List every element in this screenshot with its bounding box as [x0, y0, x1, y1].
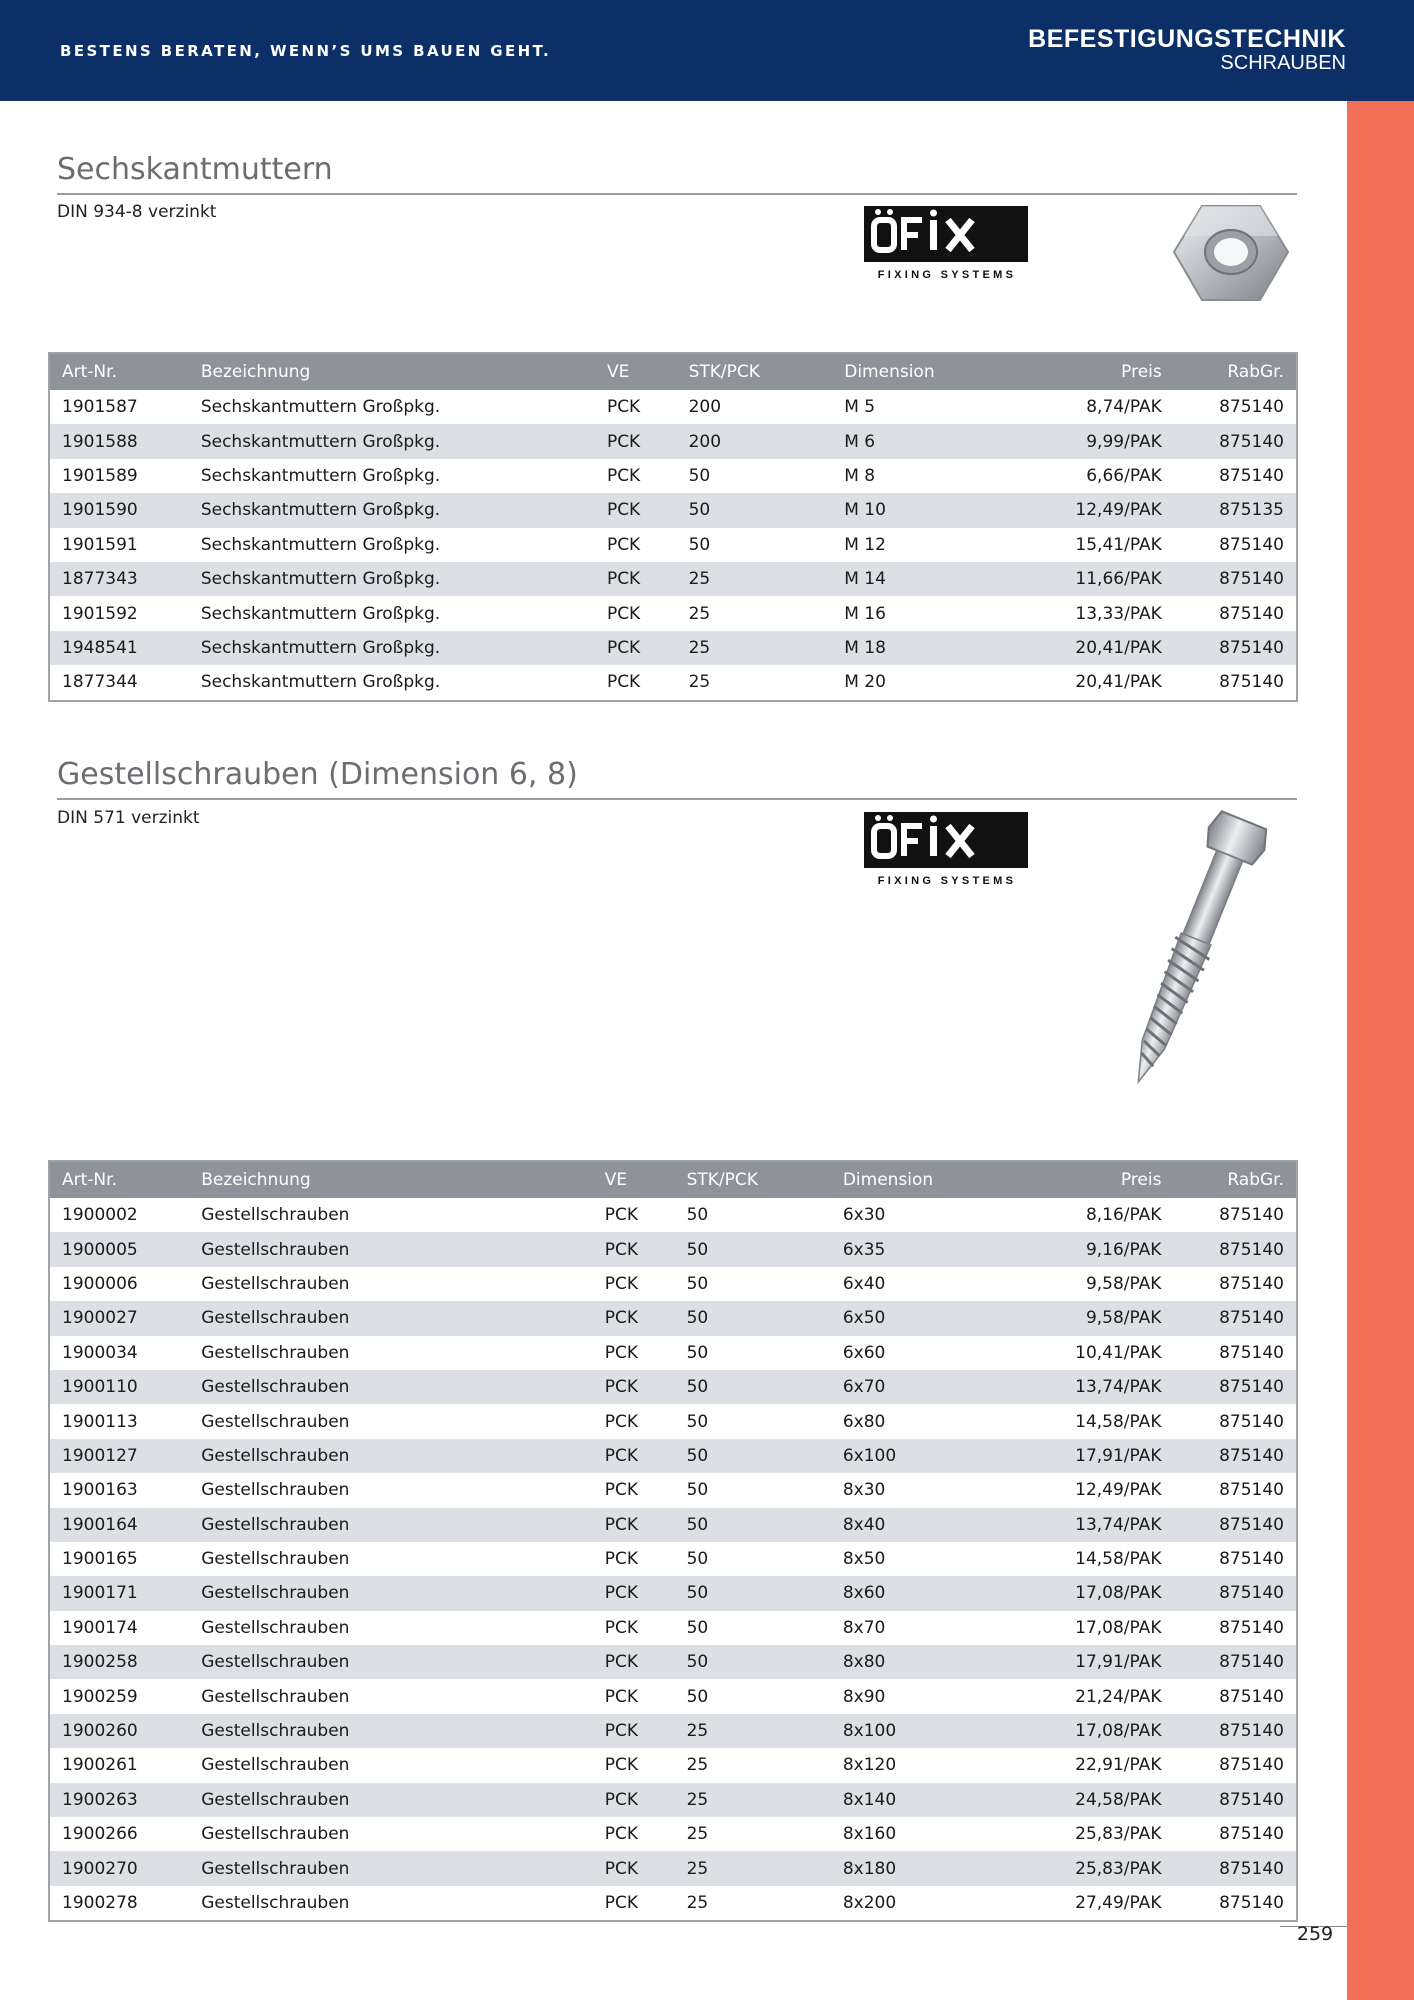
cell-dimension: 8x120	[842, 1755, 897, 1776]
svg-text:FIXING SYSTEMS: FIXING SYSTEMS	[877, 269, 1017, 281]
col-rabgr: RabGr.	[1173, 1161, 1297, 1198]
cell-ve: PCK	[604, 1617, 638, 1638]
cell-bezeichnung: Gestellschrauben	[201, 1205, 350, 1226]
cell-ve: PCK	[595, 631, 677, 665]
cell-stk-pck: 50	[675, 1576, 831, 1610]
table-row	[49, 459, 1297, 493]
cell-bezeichnung: Gestellschrauben	[189, 1301, 593, 1335]
cell-art-nr: 1901587	[62, 397, 138, 418]
cell-dimension: 8x180	[831, 1851, 1002, 1885]
cell-preis: 9,99/PAK	[1003, 424, 1174, 458]
cell-bezeichnung: Sechskantmuttern Großpkg.	[200, 672, 441, 693]
cell-preis: 24,58/PAK	[1002, 1783, 1173, 1817]
cell-rabgr: 875140	[1219, 534, 1284, 555]
cell-rabgr: 875140	[1219, 1824, 1284, 1845]
table-row	[49, 1336, 1297, 1370]
col-art-nr: Art-Nr.	[49, 353, 189, 390]
cell-art-nr: 1900278	[62, 1893, 138, 1913]
cell-bezeichnung: Sechskantmuttern Großpkg.	[200, 465, 441, 486]
cell-dimension: 8x90	[842, 1686, 886, 1707]
cell-bezeichnung: Gestellschrauben	[189, 1439, 593, 1473]
cell-dimension: 8x160	[842, 1824, 897, 1845]
table-row	[49, 390, 1297, 424]
cell-preis: 17,91/PAK	[1002, 1439, 1173, 1473]
cell-dimension: 6x50	[831, 1301, 1002, 1335]
cell-ve: PCK	[593, 1370, 675, 1404]
cell-bezeichnung: Gestellschrauben	[201, 1755, 350, 1776]
col-stk-pck: STK/PCK	[677, 353, 833, 390]
cell-stk-pck: 50	[675, 1301, 831, 1335]
cell-bezeichnung: Gestellschrauben	[189, 1851, 593, 1885]
cell-dimension: 8x50	[842, 1549, 886, 1570]
cell-stk-pck: 200	[688, 397, 722, 418]
cell-preis: 17,08/PAK	[1075, 1617, 1162, 1638]
cell-preis: 12,49/PAK	[1075, 1480, 1162, 1501]
cell-preis: 11,66/PAK	[1003, 562, 1174, 596]
cell-dimension: 8x60	[831, 1576, 1002, 1610]
table-row	[49, 1267, 1297, 1301]
cell-art-nr: 1900006	[62, 1273, 138, 1294]
cell-ve: PCK	[593, 1645, 675, 1679]
cell-preis: 14,58/PAK	[1075, 1549, 1162, 1570]
cell-stk-pck: 25	[677, 562, 833, 596]
cell-rabgr: 875140	[1219, 1342, 1284, 1363]
cell-rabgr: 875140	[1174, 424, 1297, 458]
cell-rabgr: 875140	[1219, 1273, 1284, 1294]
cell-preis: 25,83/PAK	[1002, 1851, 1173, 1885]
cell-stk-pck: 25	[675, 1783, 831, 1817]
table-row	[49, 424, 1297, 458]
cell-stk-pck: 50	[688, 465, 711, 486]
cell-art-nr: 1900270	[49, 1851, 189, 1885]
col-rabgr: RabGr.	[1174, 353, 1297, 390]
table-header-row	[49, 353, 1297, 390]
cell-stk-pck: 25	[675, 1851, 831, 1885]
cell-bezeichnung: Gestellschrauben	[201, 1686, 350, 1707]
cell-dimension: M 12	[844, 534, 886, 555]
table-row	[49, 1198, 1297, 1232]
col-bezeichnung: Bezeichnung	[189, 353, 595, 390]
table-row	[49, 1886, 1297, 1921]
cell-bezeichnung: Sechskantmuttern Großpkg.	[200, 603, 441, 624]
cell-ve: PCK	[604, 1273, 638, 1294]
cell-art-nr: 1900260	[49, 1714, 189, 1748]
cell-art-nr: 1900165	[62, 1549, 138, 1570]
cell-preis: 15,41/PAK	[1075, 534, 1162, 555]
cell-preis: 25,83/PAK	[1075, 1824, 1162, 1845]
cell-stk-pck: 50	[675, 1508, 831, 1542]
cell-preis: 12,49/PAK	[1003, 493, 1174, 527]
col-stk-pck: STK/PCK	[675, 1161, 831, 1198]
cell-art-nr: 1901592	[62, 603, 138, 624]
cell-preis: 27,49/PAK	[1075, 1893, 1162, 1913]
section-subtitle: DIN 934-8 verzinkt	[57, 202, 217, 222]
table-row	[49, 665, 1297, 700]
cell-ve: PCK	[593, 1301, 675, 1335]
cell-ve: PCK	[593, 1714, 675, 1748]
table-row	[49, 1679, 1297, 1713]
category-title: BEFESTIGUNGSTECHNIK	[1028, 25, 1346, 53]
cell-bezeichnung: Sechskantmuttern Großpkg.	[189, 562, 595, 596]
table-row	[49, 1576, 1297, 1610]
cell-dimension: 6x30	[842, 1205, 886, 1226]
cell-bezeichnung: Gestellschrauben	[189, 1508, 593, 1542]
cell-ve: PCK	[595, 493, 677, 527]
table-row	[49, 1851, 1297, 1885]
cell-preis: 9,58/PAK	[1002, 1301, 1173, 1335]
cell-art-nr: 1900110	[49, 1370, 189, 1404]
cell-preis: 13,74/PAK	[1002, 1370, 1173, 1404]
cell-ve: PCK	[595, 424, 677, 458]
cell-bezeichnung: Gestellschrauben	[189, 1714, 593, 1748]
cell-preis: 20,41/PAK	[1003, 631, 1174, 665]
cell-bezeichnung: Gestellschrauben	[189, 1576, 593, 1610]
cell-bezeichnung: Gestellschrauben	[201, 1549, 350, 1570]
cell-art-nr: 1901589	[62, 465, 138, 486]
cell-art-nr: 1900005	[49, 1232, 189, 1266]
cell-ve: PCK	[604, 1549, 638, 1570]
cell-ve: PCK	[604, 1686, 638, 1707]
cell-stk-pck: 50	[686, 1273, 709, 1294]
cell-rabgr: 875140	[1173, 1576, 1297, 1610]
cell-stk-pck: 50	[677, 493, 833, 527]
cell-ve: PCK	[593, 1508, 675, 1542]
cell-art-nr: 1901590	[49, 493, 189, 527]
cell-ve: PCK	[593, 1851, 675, 1885]
cell-preis: 22,91/PAK	[1075, 1755, 1162, 1776]
cell-stk-pck: 50	[686, 1205, 709, 1226]
table-row	[49, 1714, 1297, 1748]
cell-bezeichnung: Gestellschrauben	[201, 1480, 350, 1501]
section-title-sechskantmuttern: Sechskantmuttern	[57, 152, 333, 187]
lag-screw-icon	[1092, 810, 1292, 1110]
hex-nut-icon	[1168, 200, 1292, 312]
table-row	[49, 1817, 1297, 1851]
cell-bezeichnung: Gestellschrauben	[201, 1824, 350, 1845]
cell-dimension: 8x100	[831, 1714, 1002, 1748]
cell-dimension: 6x70	[831, 1370, 1002, 1404]
cell-stk-pck: 50	[686, 1549, 709, 1570]
table-row	[49, 1301, 1297, 1335]
cell-preis: 9,16/PAK	[1002, 1232, 1173, 1266]
cell-art-nr: 1900266	[62, 1824, 138, 1845]
cell-preis: 6,66/PAK	[1086, 465, 1162, 486]
table-header-row	[49, 1161, 1297, 1198]
table-row	[49, 1370, 1297, 1404]
cell-art-nr: 1877343	[49, 562, 189, 596]
cell-ve: PCK	[604, 1411, 638, 1432]
cell-bezeichnung: Gestellschrauben	[201, 1893, 350, 1913]
col-bezeichnung: Bezeichnung	[189, 1161, 593, 1198]
cell-dimension: 6x60	[842, 1342, 886, 1363]
table-row	[49, 1439, 1297, 1473]
cell-rabgr: 875140	[1173, 1439, 1297, 1473]
cell-rabgr: 875140	[1219, 465, 1284, 486]
cell-dimension: 8x80	[831, 1645, 1002, 1679]
cell-rabgr: 875140	[1219, 1755, 1284, 1776]
cell-stk-pck: 50	[686, 1686, 709, 1707]
cell-rabgr: 875140	[1219, 1686, 1284, 1707]
cell-bezeichnung: Gestellschrauben	[189, 1232, 593, 1266]
cell-ve: PCK	[606, 534, 641, 555]
section-subtitle: DIN 571 verzinkt	[57, 808, 200, 828]
cell-art-nr: 1900263	[49, 1783, 189, 1817]
cell-ve: PCK	[606, 603, 641, 624]
cell-art-nr: 1901591	[62, 534, 138, 555]
cell-stk-pck: 50	[688, 534, 711, 555]
cell-stk-pck: 50	[675, 1232, 831, 1266]
section-color-tab	[1347, 101, 1414, 2000]
cell-preis: 17,08/PAK	[1002, 1714, 1173, 1748]
cell-rabgr: 875140	[1173, 1232, 1297, 1266]
cell-art-nr: 1900002	[62, 1205, 138, 1226]
table-row	[49, 1232, 1297, 1266]
cell-ve: PCK	[593, 1439, 675, 1473]
cell-ve: PCK	[593, 1576, 675, 1610]
cell-preis: 8,16/PAK	[1085, 1205, 1162, 1226]
cell-stk-pck: 50	[686, 1411, 709, 1432]
section-title-gestellschrauben: Gestellschrauben (Dimension 6, 8)	[57, 757, 578, 792]
cell-preis: 10,41/PAK	[1075, 1342, 1162, 1363]
cell-art-nr: 1900259	[62, 1686, 138, 1707]
table-row	[49, 1404, 1297, 1438]
cell-bezeichnung: Gestellschrauben	[189, 1783, 593, 1817]
table-row	[49, 596, 1297, 630]
cell-ve: PCK	[606, 465, 641, 486]
table-row	[49, 1748, 1297, 1782]
col-preis: Preis	[1003, 353, 1174, 390]
table-sechskantmuttern	[48, 352, 1298, 702]
header-bar	[0, 0, 1414, 101]
cell-preis: 21,24/PAK	[1075, 1686, 1162, 1707]
table-row	[49, 493, 1297, 527]
cell-ve: PCK	[604, 1824, 638, 1845]
cell-ve: PCK	[604, 1480, 638, 1501]
cell-dimension: M 16	[844, 603, 886, 624]
cell-dimension: M 20	[844, 672, 886, 693]
ofix-logo	[862, 200, 1032, 282]
cell-bezeichnung: Gestellschrauben	[201, 1411, 350, 1432]
cell-bezeichnung: Gestellschrauben	[189, 1645, 593, 1679]
cell-art-nr: 1900174	[62, 1617, 138, 1638]
cell-bezeichnung: Gestellschrauben	[189, 1370, 593, 1404]
col-ve: VE	[593, 1161, 675, 1198]
cell-rabgr: 875140	[1173, 1783, 1297, 1817]
cell-dimension: M 6	[832, 424, 1003, 458]
cell-dimension: M 10	[832, 493, 1003, 527]
cell-dimension: M 14	[832, 562, 1003, 596]
cell-dimension: M 18	[832, 631, 1003, 665]
cell-preis: 9,58/PAK	[1085, 1273, 1162, 1294]
cell-bezeichnung: Sechskantmuttern Großpkg.	[189, 493, 595, 527]
cell-dimension: 8x40	[831, 1508, 1002, 1542]
cell-ve: PCK	[593, 1232, 675, 1266]
cell-stk-pck: 25	[686, 1824, 709, 1845]
cell-stk-pck: 50	[675, 1645, 831, 1679]
cell-art-nr: 1900113	[62, 1411, 138, 1432]
cell-art-nr: 1900034	[62, 1342, 138, 1363]
col-preis: Preis	[1002, 1161, 1173, 1198]
page-number: 259	[1296, 1923, 1334, 1945]
ofix-logo	[862, 806, 1032, 888]
cell-dimension: 8x140	[831, 1783, 1002, 1817]
cell-rabgr: 875140	[1173, 1851, 1297, 1885]
subcategory-title: SCHRAUBEN	[1220, 52, 1346, 74]
cell-stk-pck: 50	[675, 1439, 831, 1473]
cell-art-nr: 1900261	[62, 1755, 138, 1776]
cell-dimension: 8x200	[842, 1893, 897, 1913]
cell-stk-pck: 50	[686, 1342, 709, 1363]
cell-art-nr: 1948541	[49, 631, 189, 665]
cell-rabgr: 875140	[1174, 631, 1297, 665]
cell-rabgr: 875140	[1174, 562, 1297, 596]
cell-bezeichnung: Sechskantmuttern Großpkg.	[200, 397, 441, 418]
cell-stk-pck: 25	[686, 1755, 709, 1776]
cell-art-nr: 1900164	[49, 1508, 189, 1542]
table-row	[49, 1611, 1297, 1645]
cell-stk-pck: 50	[686, 1480, 709, 1501]
cell-preis: 17,91/PAK	[1002, 1645, 1173, 1679]
cell-rabgr: 875140	[1219, 1411, 1284, 1432]
cell-preis: 13,74/PAK	[1002, 1508, 1173, 1542]
cell-dimension: M 8	[844, 465, 876, 486]
cell-rabgr: 875135	[1174, 493, 1297, 527]
cell-preis: 13,33/PAK	[1075, 603, 1162, 624]
cell-bezeichnung: Sechskantmuttern Großpkg.	[189, 631, 595, 665]
cell-preis: 14,58/PAK	[1075, 1411, 1162, 1432]
cell-ve: PCK	[606, 672, 641, 693]
cell-bezeichnung: Gestellschrauben	[201, 1342, 350, 1363]
cell-stk-pck: 25	[675, 1714, 831, 1748]
cell-rabgr: 875140	[1173, 1645, 1297, 1679]
cell-preis: 17,08/PAK	[1002, 1576, 1173, 1610]
cell-stk-pck: 25	[686, 1893, 709, 1913]
cell-rabgr: 875140	[1173, 1508, 1297, 1542]
cell-rabgr: 875140	[1173, 1370, 1297, 1404]
col-dimension: Dimension	[831, 1161, 1002, 1198]
cell-bezeichnung: Gestellschrauben	[201, 1273, 350, 1294]
cell-dimension: 8x70	[842, 1617, 886, 1638]
cell-ve: PCK	[595, 562, 677, 596]
cell-bezeichnung: Gestellschrauben	[201, 1617, 350, 1638]
cell-rabgr: 875140	[1219, 1205, 1284, 1226]
title-divider	[57, 798, 1297, 800]
title-divider	[57, 193, 1297, 195]
cell-rabgr: 875140	[1219, 1893, 1284, 1913]
cell-dimension: 6x100	[831, 1439, 1002, 1473]
cell-ve: PCK	[593, 1783, 675, 1817]
slogan: BESTENS BERATEN, WENN’S UMS BAUEN GEHT.	[60, 42, 552, 60]
cell-stk-pck: 25	[677, 631, 833, 665]
table-row	[49, 528, 1297, 562]
cell-art-nr: 1877344	[62, 672, 138, 693]
table-row	[49, 631, 1297, 665]
col-ve: VE	[595, 353, 677, 390]
cell-dimension: 6x40	[842, 1273, 886, 1294]
cell-rabgr: 875140	[1219, 397, 1284, 418]
col-art-nr: Art-Nr.	[49, 1161, 189, 1198]
cell-dimension: 8x30	[842, 1480, 886, 1501]
cell-art-nr: 1900027	[49, 1301, 189, 1335]
cell-stk-pck: 50	[686, 1617, 709, 1638]
cell-bezeichnung: Sechskantmuttern Großpkg.	[200, 534, 441, 555]
cell-ve: PCK	[604, 1205, 638, 1226]
cell-preis: 8,74/PAK	[1086, 397, 1162, 418]
cell-ve: PCK	[604, 1755, 638, 1776]
cell-ve: PCK	[604, 1893, 638, 1913]
cell-rabgr: 875140	[1173, 1301, 1297, 1335]
cell-stk-pck: 200	[677, 424, 833, 458]
cell-rabgr: 875140	[1219, 1617, 1284, 1638]
svg-text:FIXING SYSTEMS: FIXING SYSTEMS	[877, 875, 1017, 887]
table-row	[49, 562, 1297, 596]
cell-ve: PCK	[606, 397, 641, 418]
cell-dimension: 6x35	[831, 1232, 1002, 1266]
col-dimension: Dimension	[832, 353, 1003, 390]
table-row	[49, 1473, 1297, 1507]
cell-rabgr: 875140	[1173, 1714, 1297, 1748]
cell-dimension: M 5	[844, 397, 876, 418]
cell-rabgr: 875140	[1219, 603, 1284, 624]
table-row	[49, 1508, 1297, 1542]
cell-stk-pck: 25	[688, 603, 711, 624]
table-row	[49, 1645, 1297, 1679]
cell-stk-pck: 50	[675, 1370, 831, 1404]
cell-rabgr: 875140	[1219, 1549, 1284, 1570]
cell-art-nr: 1900127	[49, 1439, 189, 1473]
table-row	[49, 1542, 1297, 1576]
cell-art-nr: 1900258	[49, 1645, 189, 1679]
cell-art-nr: 1901588	[49, 424, 189, 458]
cell-dimension: 6x80	[842, 1411, 886, 1432]
cell-art-nr: 1900163	[62, 1480, 138, 1501]
cell-art-nr: 1900171	[49, 1576, 189, 1610]
table-gestellschrauben	[48, 1160, 1298, 1922]
cell-ve: PCK	[604, 1342, 638, 1363]
cell-rabgr: 875140	[1219, 672, 1284, 693]
cell-bezeichnung: Sechskantmuttern Großpkg.	[189, 424, 595, 458]
cell-stk-pck: 25	[688, 672, 711, 693]
table-row	[49, 1783, 1297, 1817]
cell-preis: 20,41/PAK	[1075, 672, 1162, 693]
cell-rabgr: 875140	[1219, 1480, 1284, 1501]
